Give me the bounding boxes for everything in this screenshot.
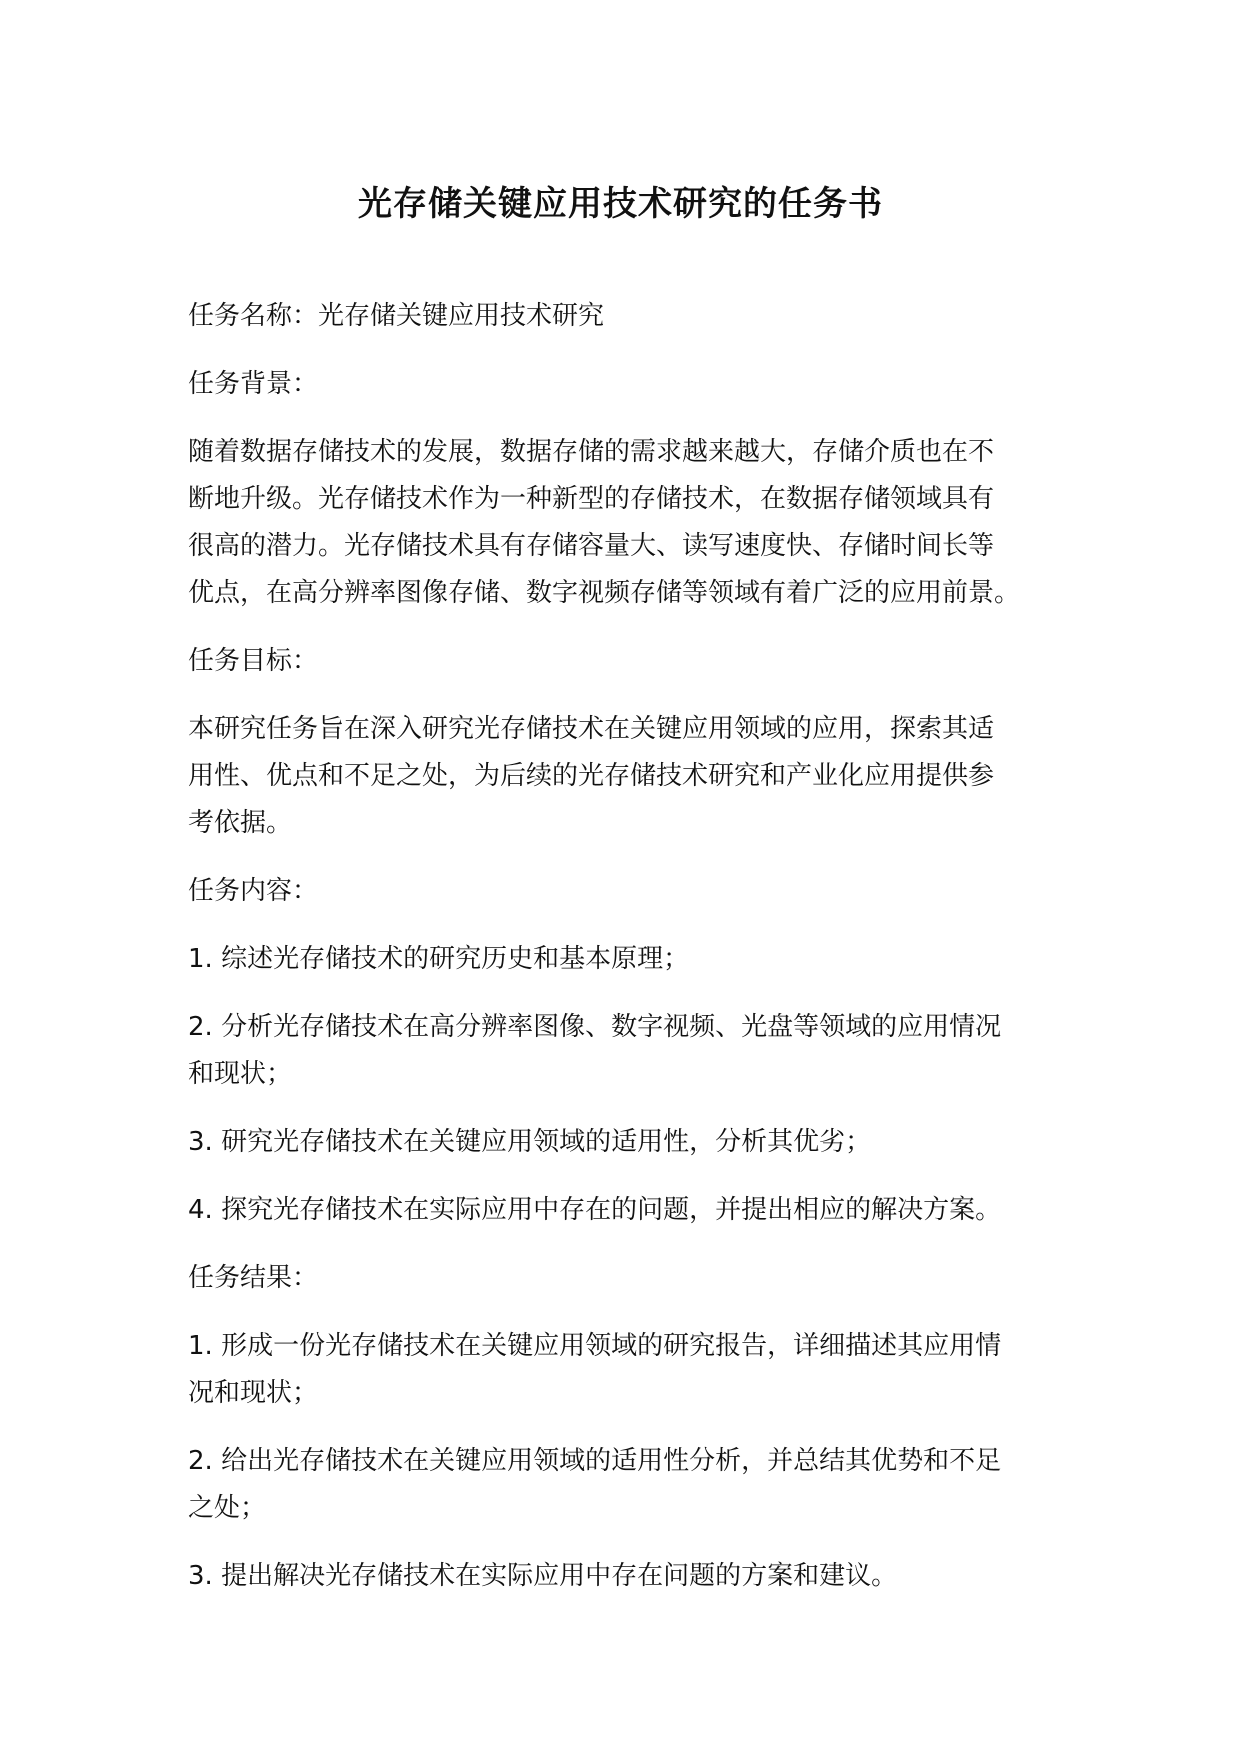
background-line: 断地升级。光存储技术作为一种新型的存储技术，在数据存储领域具有 bbox=[188, 484, 995, 514]
result-item-line: 3. 提出解决光存储技术在实际应用中存在问题的方案和建议。 bbox=[188, 1561, 898, 1591]
document-body bbox=[188, 293, 1078, 1621]
content-item bbox=[188, 1187, 1078, 1234]
document-title: 光存储关键应用技术研究的任务书 bbox=[358, 184, 883, 224]
content-item-line: 1. 综述光存储技术的研究历史和基本原理； bbox=[188, 944, 690, 974]
result-heading: 任务结果： bbox=[188, 1263, 319, 1293]
goal-paragraph bbox=[188, 706, 1078, 847]
background-line: 优点，在高分辨率图像存储、数字视频存储等领域有着广泛的应用前景。 bbox=[188, 578, 1021, 608]
content-item-line: 和现状； bbox=[188, 1059, 293, 1089]
background-heading: 任务背景： bbox=[188, 369, 319, 399]
goal-line: 考依据。 bbox=[188, 808, 293, 838]
goal-line: 用性、优点和不足之处，为后续的光存储技术研究和产业化应用提供参 bbox=[188, 761, 995, 791]
result-item-line: 2. 给出光存储技术在关键应用领域的适用性分析，并总结其优势和不足 bbox=[188, 1446, 1002, 1476]
content-item-line: 2. 分析光存储技术在高分辨率图像、数字视频、光盘等领域的应用情况 bbox=[188, 1012, 1002, 1042]
goal-heading: 任务目标： bbox=[188, 646, 319, 676]
content-item-line: 3. 研究光存储技术在关键应用领域的适用性，分析其优劣； bbox=[188, 1127, 872, 1157]
result-item bbox=[188, 1438, 1078, 1532]
result-item bbox=[188, 1323, 1078, 1417]
task-name: 任务名称：光存储关键应用技术研究 bbox=[188, 301, 605, 331]
background-paragraph bbox=[188, 429, 1078, 617]
result-item-line: 1. 形成一份光存储技术在关键应用领域的研究报告，详细描述其应用情 bbox=[188, 1331, 1002, 1361]
content-item bbox=[188, 1119, 1078, 1166]
content-heading: 任务内容： bbox=[188, 876, 319, 906]
goal-line: 本研究任务旨在深入研究光存储技术在关键应用领域的应用，探索其适 bbox=[188, 714, 995, 744]
content-item bbox=[188, 1004, 1078, 1098]
content-item bbox=[188, 936, 1078, 983]
result-item bbox=[188, 1553, 1078, 1600]
content-item-line: 4. 探究光存储技术在实际应用中存在的问题，并提出相应的解决方案。 bbox=[188, 1195, 1002, 1225]
background-line: 随着数据存储技术的发展，数据存储的需求越来越大，存储介质也在不 bbox=[188, 437, 995, 467]
result-item-line: 况和现状； bbox=[188, 1378, 319, 1408]
background-line: 很高的潜力。光存储技术具有存储容量大、读写速度快、存储时间长等 bbox=[188, 531, 995, 561]
result-item-line: 之处； bbox=[188, 1493, 267, 1523]
